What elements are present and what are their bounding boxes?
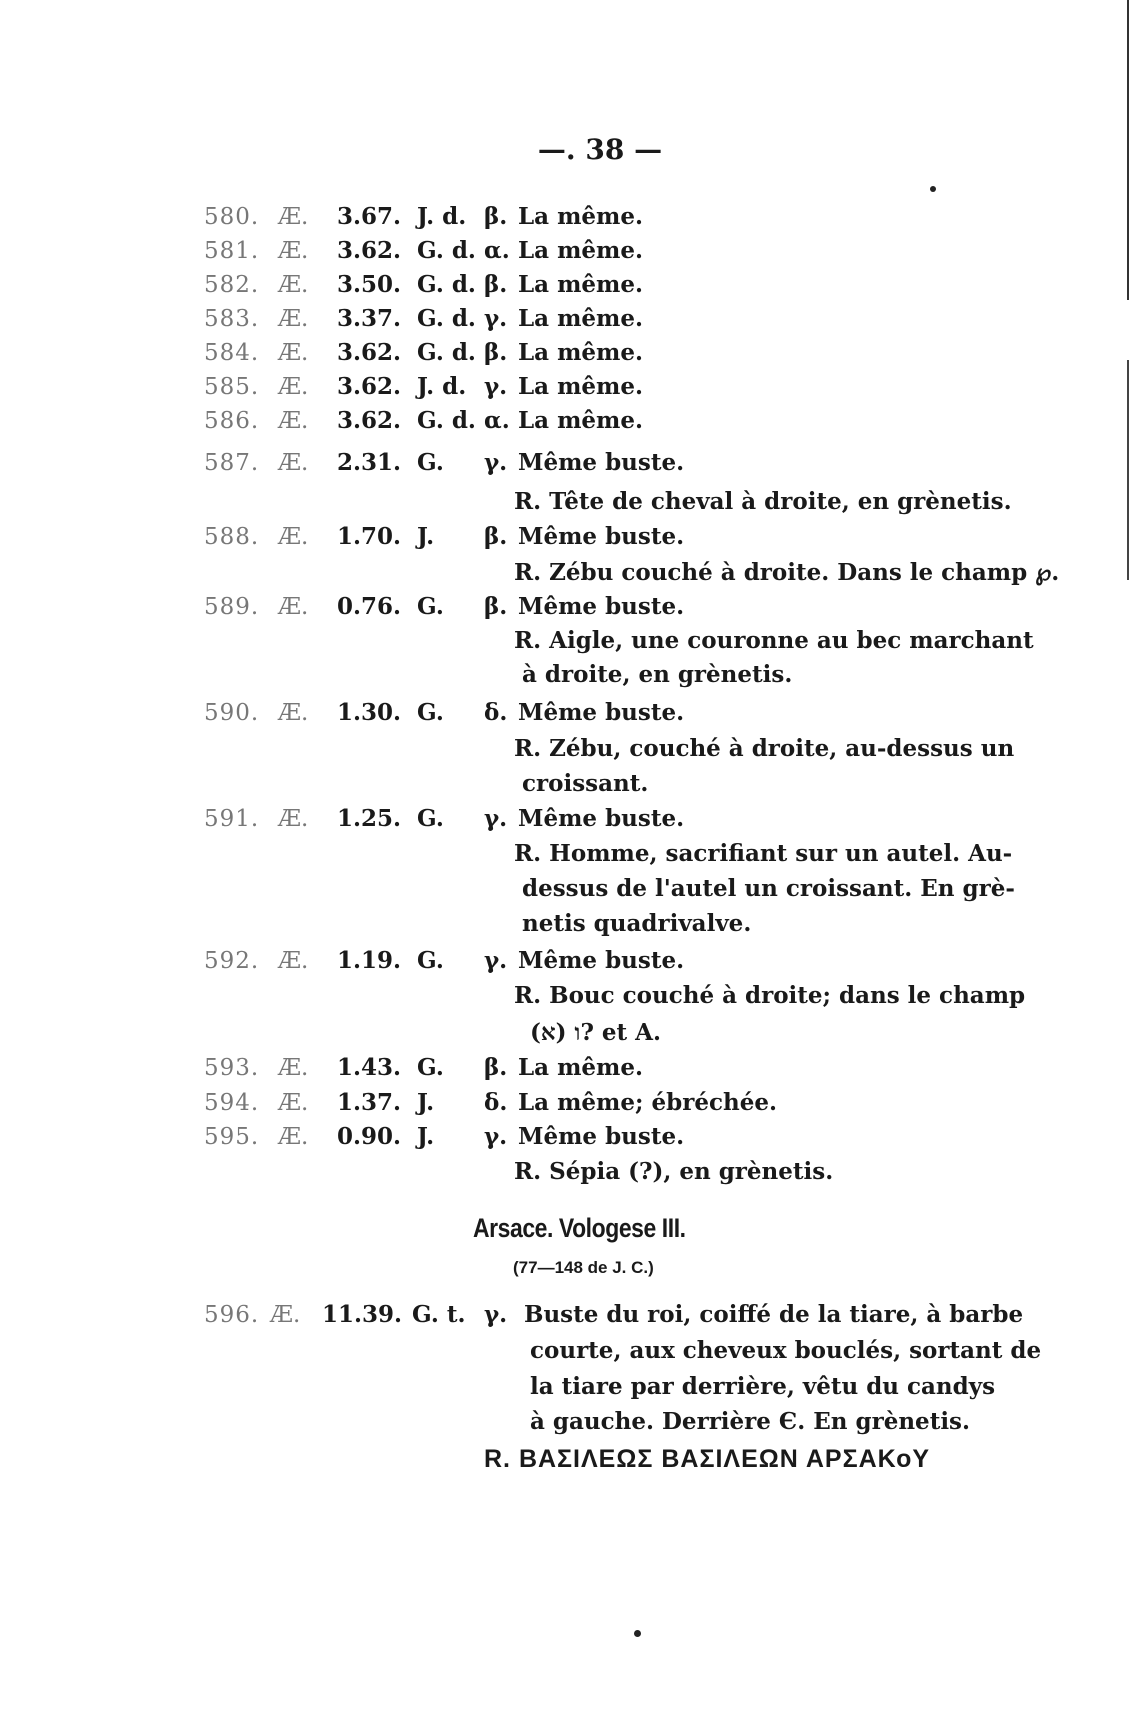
mark: G. bbox=[417, 947, 444, 974]
description: Même buste. bbox=[518, 523, 685, 550]
mark: J. bbox=[417, 523, 435, 550]
metal: Æ. bbox=[278, 238, 309, 264]
metal: Æ. bbox=[278, 1090, 309, 1116]
reverse-description: ו (א)? et A. bbox=[530, 1019, 662, 1046]
weight: 0.76. bbox=[337, 593, 402, 620]
entry-number: 590. bbox=[204, 700, 260, 726]
reverse-description: R. Aigle, une couronne au bec marchant bbox=[514, 627, 1034, 654]
description: Même buste. bbox=[518, 1123, 685, 1150]
description: La même. bbox=[518, 305, 644, 332]
mark: J. bbox=[417, 1123, 435, 1150]
grade: β. bbox=[484, 339, 508, 366]
entry-number: 587. bbox=[204, 450, 260, 476]
reverse-description: à droite, en grènetis. bbox=[522, 661, 793, 688]
weight: 3.62. bbox=[337, 237, 402, 264]
description: La même; ébréchée. bbox=[518, 1089, 777, 1116]
metal: Æ. bbox=[278, 272, 309, 298]
metal: Æ. bbox=[278, 450, 309, 476]
entry-number: 589. bbox=[204, 594, 260, 620]
weight: 3.62. bbox=[337, 373, 402, 400]
description: La même. bbox=[518, 407, 644, 434]
metal: Æ. bbox=[278, 948, 309, 974]
grade: γ. bbox=[484, 805, 508, 832]
section-title: Arsace. Vologese III. bbox=[473, 1213, 686, 1243]
entry-number: 586. bbox=[204, 408, 260, 434]
mark: G. d. bbox=[417, 271, 476, 298]
description: Même buste. bbox=[518, 805, 685, 832]
weight: 3.37. bbox=[337, 305, 402, 332]
weight: 0.90. bbox=[337, 1123, 402, 1150]
entry-number: 591. bbox=[204, 806, 260, 832]
metal: Æ. bbox=[278, 524, 309, 550]
entry-number: 584. bbox=[204, 340, 260, 366]
reverse-description: R. Zébu couché à droite. Dans le champ ℘. bbox=[514, 559, 1060, 586]
grade: β. bbox=[484, 593, 508, 620]
description: La même. bbox=[518, 237, 644, 264]
metal: Æ. bbox=[278, 806, 309, 832]
page-number: —. 38 — bbox=[537, 133, 663, 166]
weight: 1.25. bbox=[337, 805, 402, 832]
metal: Æ. bbox=[278, 306, 309, 332]
description: La même. bbox=[518, 203, 644, 230]
entry-number: 580. bbox=[204, 204, 260, 230]
mark: J. bbox=[417, 1089, 435, 1116]
grade: α. bbox=[484, 407, 510, 434]
reverse-description: R. Sépia (?), en grènetis. bbox=[514, 1158, 834, 1185]
metal: Æ. bbox=[270, 1302, 301, 1328]
metal: Æ. bbox=[278, 1055, 309, 1081]
mark: J. d. bbox=[417, 373, 467, 400]
grade: γ. bbox=[484, 373, 508, 400]
page-edge-rule-lower bbox=[1127, 360, 1129, 580]
weight: 1.70. bbox=[337, 523, 402, 550]
reverse-description: netis quadrivalve. bbox=[522, 910, 752, 937]
description: Même buste. bbox=[518, 699, 685, 726]
description: Même buste. bbox=[518, 947, 685, 974]
weight: 1.19. bbox=[337, 947, 402, 974]
weight: 3.67. bbox=[337, 203, 402, 230]
mark: J. d. bbox=[417, 203, 467, 230]
description: à gauche. Derrière Є. En grènetis. bbox=[530, 1408, 971, 1435]
description: La même. bbox=[518, 339, 644, 366]
entry-number: 594. bbox=[204, 1090, 260, 1116]
description: Même buste. bbox=[518, 593, 685, 620]
weight: 1.43. bbox=[337, 1054, 402, 1081]
metal: Æ. bbox=[278, 204, 309, 230]
mark: G. bbox=[417, 805, 444, 832]
mark: G. bbox=[417, 449, 444, 476]
grade: γ. bbox=[484, 1123, 508, 1150]
mark: G. d. bbox=[417, 237, 476, 264]
entry-number: 582. bbox=[204, 272, 260, 298]
metal: Æ. bbox=[278, 594, 309, 620]
weight: 3.62. bbox=[337, 339, 402, 366]
section-dates: (77—148 de J. C.) bbox=[513, 1258, 654, 1277]
grade: δ. bbox=[484, 699, 508, 726]
description: la tiare par derrière, vêtu du candys bbox=[530, 1373, 996, 1400]
grade: β. bbox=[484, 203, 508, 230]
grade: α. bbox=[484, 237, 510, 264]
reverse-description: R. Bouc couché à droite; dans le champ bbox=[514, 982, 1026, 1009]
metal: Æ. bbox=[278, 408, 309, 434]
speck-dot bbox=[930, 186, 936, 192]
reverse-legend: R. ΒΑΣΙΛΕΩΣ ΒΑΣΙΛΕΩΝ ΑΡΣΑΚοΥ bbox=[484, 1445, 931, 1473]
metal: Æ. bbox=[278, 700, 309, 726]
metal: Æ. bbox=[278, 374, 309, 400]
entry-number: 593. bbox=[204, 1055, 260, 1081]
reverse-description: R. Homme, sacrifiant sur un autel. Au- bbox=[514, 840, 1013, 867]
mark: G. bbox=[417, 593, 444, 620]
grade: β. bbox=[484, 523, 508, 550]
weight: 3.50. bbox=[337, 271, 402, 298]
mark: G. d. bbox=[417, 339, 476, 366]
mark: G. bbox=[417, 699, 444, 726]
grade: γ. bbox=[484, 947, 508, 974]
grade: γ. bbox=[484, 1301, 508, 1328]
printer-mark-dot bbox=[634, 1630, 641, 1637]
reverse-description: croissant. bbox=[522, 770, 649, 797]
grade: β. bbox=[484, 271, 508, 298]
grade: β. bbox=[484, 1054, 508, 1081]
entry-number: 581. bbox=[204, 238, 260, 264]
entry-number: 595. bbox=[204, 1124, 260, 1150]
weight: 1.37. bbox=[337, 1089, 402, 1116]
entry-number: 585. bbox=[204, 374, 260, 400]
weight: 2.31. bbox=[337, 449, 402, 476]
mark: G. d. bbox=[417, 407, 476, 434]
entry-number: 583. bbox=[204, 306, 260, 332]
mark: G. bbox=[417, 1054, 444, 1081]
reverse-description: R. Zébu, couché à droite, au-dessus un bbox=[514, 735, 1015, 762]
description: La même. bbox=[518, 271, 644, 298]
grade: γ. bbox=[484, 449, 508, 476]
weight: 1.30. bbox=[337, 699, 402, 726]
description: Buste du roi, coiffé de la tiare, à barbe bbox=[524, 1301, 1024, 1328]
weight: 3.62. bbox=[337, 407, 402, 434]
description: Même buste. bbox=[518, 449, 685, 476]
entry-number: 588. bbox=[204, 524, 260, 550]
mark: G. d. bbox=[417, 305, 476, 332]
description: La même. bbox=[518, 373, 644, 400]
entry-number: 592. bbox=[204, 948, 260, 974]
description: courte, aux cheveux bouclés, sortant de bbox=[530, 1337, 1042, 1364]
grade: δ. bbox=[484, 1089, 508, 1116]
description: La même. bbox=[518, 1054, 644, 1081]
grade: γ. bbox=[484, 305, 508, 332]
metal: Æ. bbox=[278, 1124, 309, 1150]
entry-number: 596. bbox=[204, 1302, 260, 1328]
reverse-description: R. Tête de cheval à droite, en grènetis. bbox=[514, 488, 1012, 515]
weight: 11.39. bbox=[322, 1301, 403, 1328]
metal: Æ. bbox=[278, 340, 309, 366]
mark: G. t. bbox=[412, 1301, 466, 1328]
reverse-description: dessus de l'autel un croissant. En grè- bbox=[522, 875, 1015, 902]
